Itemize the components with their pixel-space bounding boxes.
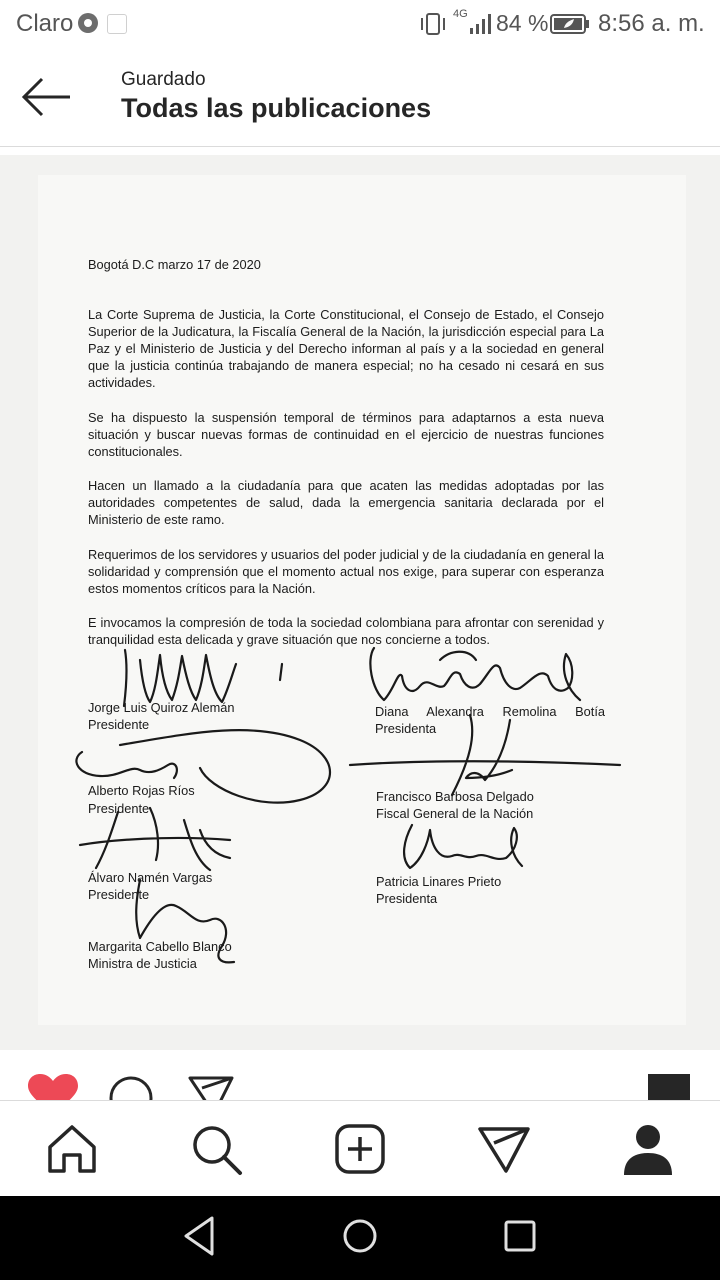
status-bar [0,0,720,50]
signatory-name: Jorge Luis Quiroz Alemán [88,700,235,715]
post-actions [0,1050,720,1100]
profile-icon[interactable] [620,1121,676,1177]
search-icon[interactable] [188,1121,244,1177]
signatory-name: Francisco Barbosa Delgado [376,789,534,804]
signatory-name: Álvaro Namén Vargas [88,870,213,885]
direct-icon[interactable] [476,1121,532,1177]
add-icon[interactable] [332,1121,388,1177]
document-paragraph: La Corte Suprema de Justicia, la Corte Constitucional, el Consejo de Estado, el Consejo Superior de la Judicatura, la Fiscalía General de la Nación, la jurisdicción especial para La Paz y el Ministerio de Justicia y del Derecho informan al país y a la sociedad en general que la justicia continúa trabajando de manera especial; no ha cesado ni cesará en sus actividades. [88,307,604,390]
vibrate-icon [418,12,448,36]
clock: 8:56 a. m. [598,10,705,37]
network-type-label: 4G [453,8,468,20]
header-subtitle: Guardado [121,69,206,90]
document-date: Bogotá D.C marzo 17 de 2020 [88,257,261,272]
battery-icon [550,13,590,35]
signatory-role: Presidente [88,717,150,732]
bookmark-icon[interactable] [648,1074,690,1100]
system-back-icon[interactable] [180,1214,220,1258]
post-image[interactable] [0,155,720,1050]
system-home-icon[interactable] [340,1216,380,1256]
heart-icon[interactable] [28,1074,78,1100]
document-paragraph: Requerimos de los servidores y usuarios del poder judicial y de la ciudadanía en general la solidaridad y comprensión que el momento actual nos exige, para superar con esperanza estos momentos críticos para la Nación. [88,547,604,596]
signatory-role: Ministra de Justicia [88,956,197,971]
signal-icon [468,12,494,36]
battery-percent: 84 % [496,10,549,36]
signatory-name: Margarita Cabello Blanco [88,939,232,954]
home-icon[interactable] [44,1121,100,1177]
signatory-name: Diana Alexandra Remolina Botía [375,704,605,719]
document-paragraph: Hacen un llamado a la ciudadanía para que acaten las medidas adoptadas por las autoridades competentes de salud, dada la emergencia sanitaria declarada por el Ministerio de este ramo. [88,478,604,527]
carrier-label: Claro [16,10,74,37]
header [0,50,720,147]
notification-icon [107,14,127,34]
comment-icon[interactable] [108,1074,154,1100]
signatory-role: Presidente [88,887,150,902]
signatory-role: Fiscal General de la Nación [376,806,534,821]
signatory-role: Presidenta [376,891,438,906]
signatory-role: Presidenta [375,721,437,736]
signatory-role: Presidente [88,801,150,816]
system-recents-icon[interactable] [500,1216,540,1256]
page-title: Todas las publicaciones [121,93,432,123]
share-icon[interactable] [186,1074,236,1100]
chrome-icon [78,13,98,33]
signatory-name: Patricia Linares Prieto [376,874,502,889]
document-paragraph: Se ha dispuesto la suspensión temporal de términos para adaptarnos a esta nueva situación y buscar nuevas formas de continuidad en el ejercicio de nuestras funciones constitucionales. [88,410,604,459]
document-paragraph: E invocamos la compresión de toda la sociedad colombiana para afrontar con serenidad y tranquilidad esta delicada y grave situación que nos concierne a todos. [88,615,604,647]
signatory-name: Alberto Rojas Ríos [88,783,195,798]
back-arrow-icon[interactable] [18,72,78,122]
bottom-nav [0,1100,720,1197]
system-nav-bar [0,1196,720,1280]
